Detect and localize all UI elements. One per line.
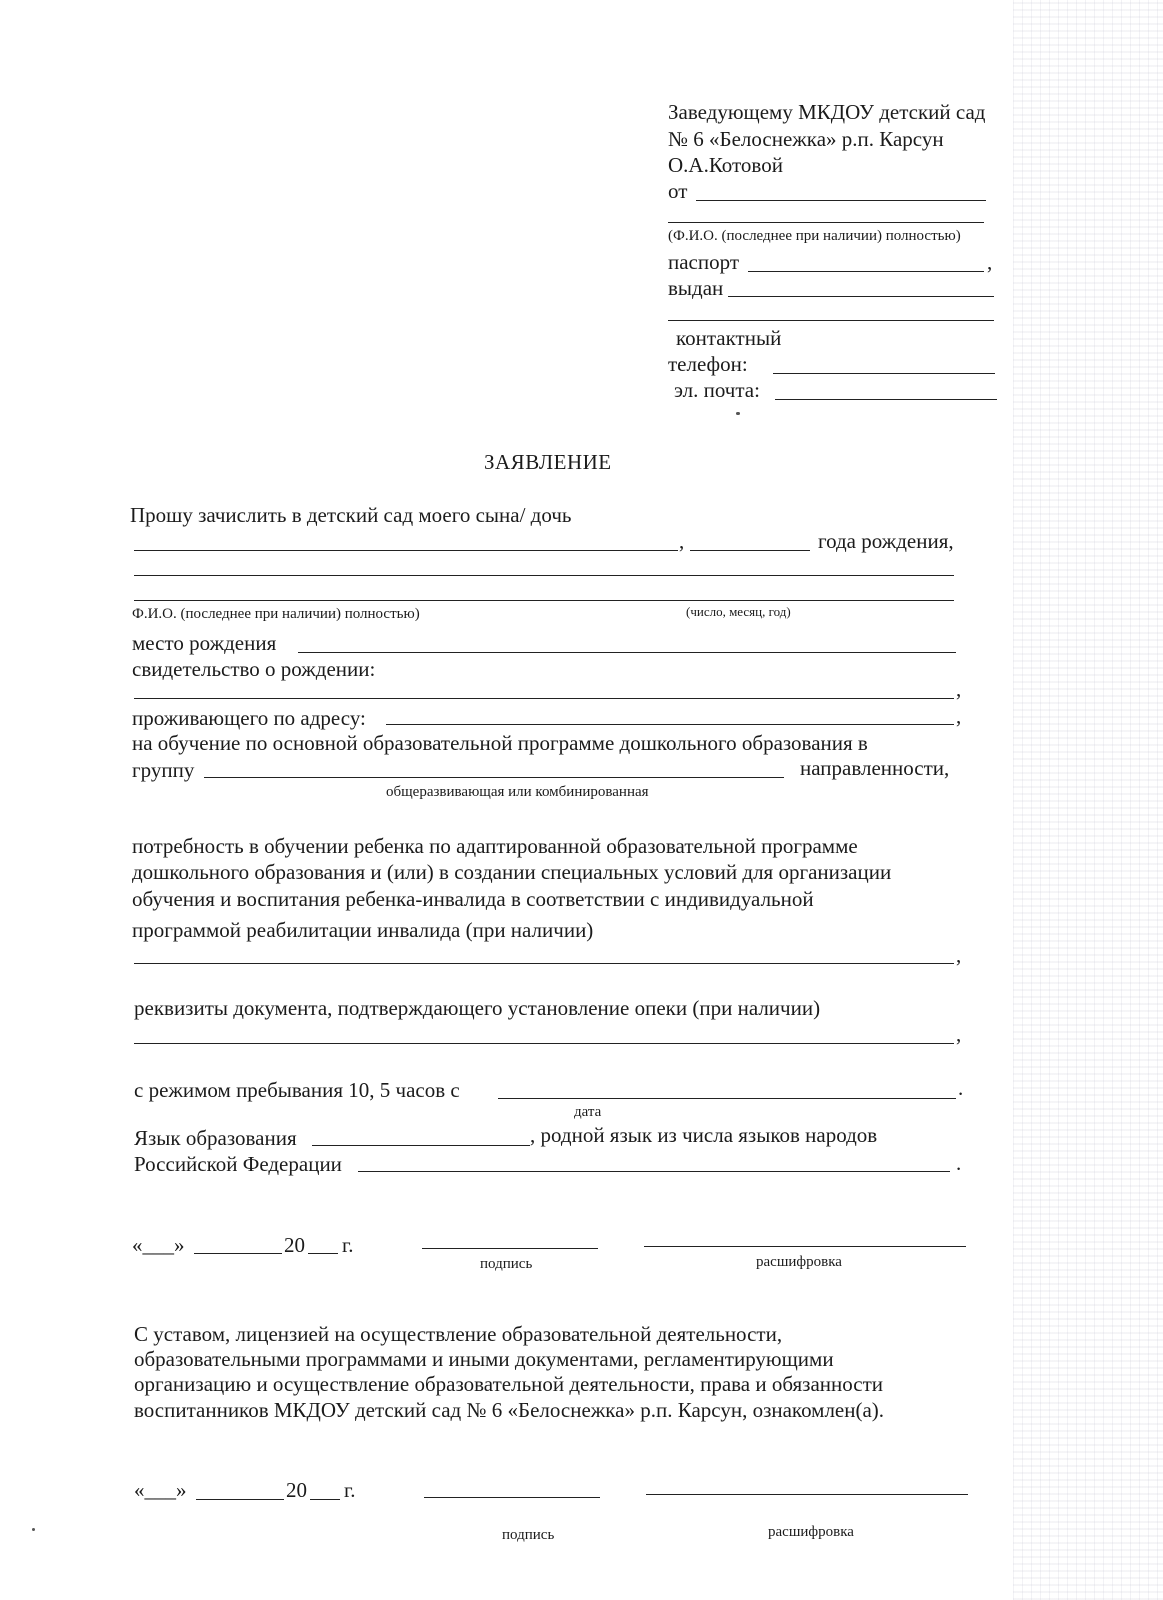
passport-field[interactable] <box>748 271 984 272</box>
email-label: эл. почта: <box>674 378 760 402</box>
need-line-3: обучения и воспитания ребенка-инвалида в соответствии с индивидуальной <box>132 887 814 911</box>
address-field[interactable] <box>386 724 954 725</box>
need-line-4: программой реабилитации инвалида (при наличии) <box>132 918 594 942</box>
signature1-decode-caption: расшифровка <box>756 1254 842 1270</box>
native-language-field[interactable] <box>358 1171 950 1172</box>
signature2-decode-caption: расшифровка <box>768 1524 854 1540</box>
orientation-caption: общеразвивающая или комбинированная <box>386 784 649 800</box>
year-of-birth-label: года рождения, <box>818 529 954 553</box>
child-fio-caption: Ф.И.О. (последнее при наличии) полностью) <box>132 606 420 622</box>
signature2-sign-caption: подпись <box>502 1527 555 1543</box>
from-label: от <box>668 179 688 203</box>
certificate-field[interactable] <box>134 698 954 699</box>
signature2-year-prefix: 20 <box>286 1478 307 1502</box>
addressee-line-1: Заведующему МКДОУ детский сад <box>668 100 986 124</box>
signature1-year-suffix: г. <box>342 1233 354 1257</box>
ack-line-3: организацию и осуществление образовательной деятельности, права и обязанности <box>134 1372 884 1396</box>
ack-line-1: С уставом, лицензией на осуществление образовательной деятельности, <box>134 1322 783 1346</box>
phone-label: телефон: <box>668 352 748 376</box>
native-language-period: . <box>956 1151 962 1175</box>
signature1-year-prefix: 20 <box>284 1233 305 1257</box>
passport-comma: , <box>987 250 993 274</box>
start-date-field[interactable] <box>498 1098 956 1099</box>
signature2-sign-field[interactable] <box>424 1497 600 1498</box>
guardian-comma: , <box>956 1022 962 1046</box>
applicant-fio-caption: (Ф.И.О. (последнее при наличии) полностью) <box>668 228 961 244</box>
passport-label: паспорт <box>668 250 740 274</box>
issued-field-2[interactable] <box>668 320 994 321</box>
child-fio-field-3[interactable] <box>134 600 954 601</box>
scan-edge-noise <box>1013 0 1163 1600</box>
signature2-year-field[interactable] <box>310 1499 340 1500</box>
birth-date-field[interactable] <box>690 550 810 551</box>
birthplace-field[interactable] <box>298 652 956 653</box>
education-program-text: на обучение по основной образовательной программе дошкольного образования в <box>132 731 868 755</box>
contact-label: контактный <box>676 326 782 350</box>
fio-comma: , <box>679 529 685 553</box>
signature1-sign-caption: подпись <box>480 1256 533 1272</box>
ack-line-2: образовательными программами и иными документами, регламентирующими <box>134 1347 834 1371</box>
birth-date-caption: (число, месяц, год) <box>686 604 791 619</box>
start-date-caption: дата <box>574 1104 602 1120</box>
stay-mode-period: . <box>958 1076 964 1100</box>
stay-mode-label: с режимом пребывания 10, 5 часов с <box>134 1078 460 1102</box>
need-comma: , <box>956 943 962 967</box>
signature2-year-suffix: г. <box>344 1478 356 1502</box>
need-line-1: потребность в обучении ребенка по адаптированной образовательной программе <box>132 834 858 858</box>
education-language-field[interactable] <box>312 1145 530 1146</box>
scan-speck <box>736 412 740 415</box>
education-language-label: Язык образования <box>134 1126 297 1150</box>
child-fio-field[interactable] <box>134 550 678 551</box>
orientation-label: направленности, <box>800 756 950 780</box>
address-label: проживающего по адресу: <box>132 706 366 730</box>
guardian-document-label: реквизиты документа, подтверждающего установление опеки (при наличии) <box>134 996 821 1020</box>
signature1-year-field[interactable] <box>308 1253 338 1254</box>
phone-field[interactable] <box>773 373 995 374</box>
signature1-sign-field[interactable] <box>422 1248 598 1249</box>
signature2-decode-field[interactable] <box>646 1494 968 1495</box>
addressee-line-2: № 6 «Белоснежка» р.п. Карсун <box>668 127 944 151</box>
from-field[interactable] <box>696 200 986 201</box>
scan-speck-2 <box>32 1528 35 1531</box>
address-comma: , <box>956 704 962 728</box>
signature1-decode-field[interactable] <box>644 1246 966 1247</box>
need-field[interactable] <box>134 963 954 964</box>
group-label: группу <box>132 758 195 782</box>
certificate-comma: , <box>956 677 962 701</box>
issued-field[interactable] <box>728 296 994 297</box>
certificate-label: свидетельство о рождении: <box>132 657 376 681</box>
email-field[interactable] <box>775 399 997 400</box>
signature1-date-day: «___» <box>132 1233 185 1257</box>
group-field[interactable] <box>204 777 784 778</box>
signature2-date-month-field[interactable] <box>196 1499 284 1500</box>
request-text: Прошу зачислить в детский сад моего сына/ дочь <box>130 503 572 527</box>
document-title: ЗАЯВЛЕНИЕ <box>484 450 612 474</box>
issued-label: выдан <box>668 276 724 300</box>
guardian-document-field[interactable] <box>134 1043 954 1044</box>
signature1-date-month-field[interactable] <box>194 1253 282 1254</box>
from-field-2[interactable] <box>668 222 984 223</box>
signature2-date-day: «___» <box>134 1478 187 1502</box>
need-line-2: дошкольного образования и (или) в создании специальных условий для организации <box>132 860 892 884</box>
native-language-label: , родной язык из числа языков народов <box>530 1123 878 1147</box>
russian-federation-label: Российской Федерации <box>134 1152 342 1176</box>
ack-line-4: воспитанников МКДОУ детский сад № 6 «Белоснежка» р.п. Карсун, ознакомлен(а). <box>134 1398 885 1422</box>
birthplace-label: место рождения <box>132 631 277 655</box>
addressee-line-3: О.А.Котовой <box>668 153 783 177</box>
child-fio-field-2[interactable] <box>134 575 954 576</box>
